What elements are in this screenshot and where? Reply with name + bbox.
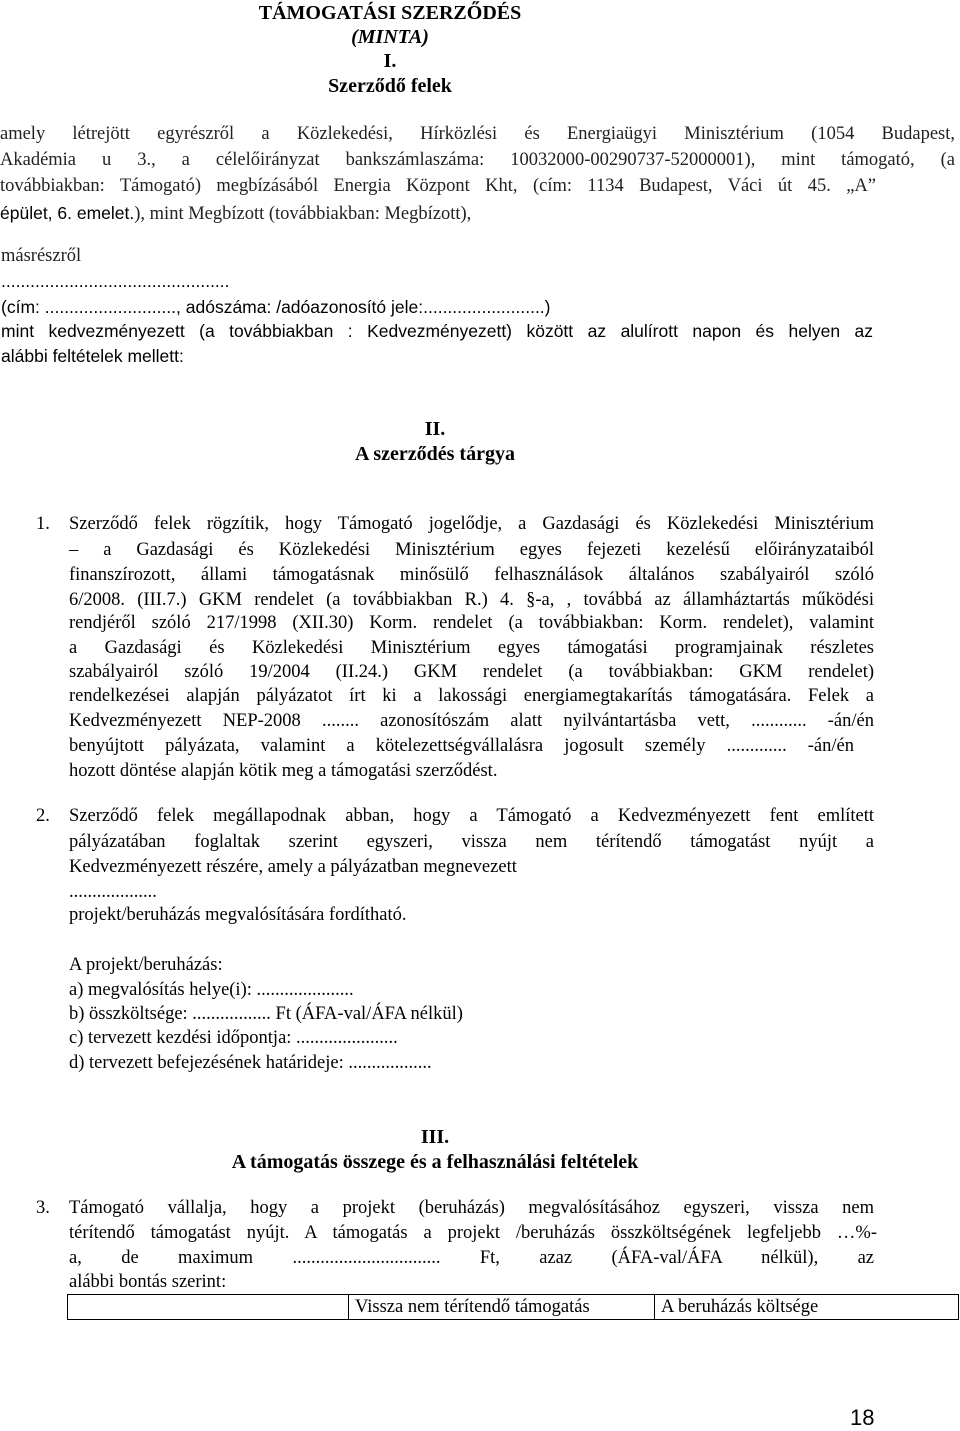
project-heading: A projekt/beruházás: (69, 955, 223, 975)
point-1-line: rendjéről szóló 217/1998 (XII.30) Korm. rendelet (a továbbiakban: Korm. rendelet), valamint (69, 613, 874, 633)
table-cell: Vissza nem térítendő támogatás (349, 1295, 655, 1320)
parties-line-4-role: ), mint Megbízott (továbbiakban: Megbízott), (134, 204, 472, 224)
table-row (68, 1295, 959, 1320)
project-item: c) tervezett kezdési időpontja: ...................... (69, 1028, 398, 1048)
section-1-heading: Szerződő felek (328, 75, 452, 97)
project-item: a) megvalósítás helye(i): ..................... (69, 980, 354, 1000)
parties-line-1: amely létrejött egyrészről a Közlekedési, Hírközlési és Energiaügyi Minisztérium (1054 Budapest, (0, 124, 955, 144)
beneficiary-line-2: alábbi feltételek mellett: (1, 346, 184, 366)
point-2-line: ................... (69, 882, 157, 902)
page-number: 18 (850, 1405, 875, 1430)
point-1-line: Kedvezményezett NEP-2008 ........ azonosítószám alatt nyilvántartásba vett, ............ -án/én (69, 711, 874, 731)
parties-line-3: továbbiakban: Támogató) megbízásából Energia Központ Kht, (cím: 1134 Budapest, Váci út 45. „A” (0, 176, 876, 196)
point-1-line: szabályairól szóló 19/2004 (II.24.) GKM rendelet (a továbbiakban: GKM rendelet) (69, 662, 874, 682)
point-3-line: térítendő támogatást nyújt. A támogatás a projekt /beruházás összköltségének legfeljebb …%- (69, 1223, 877, 1243)
beneficiary-line-1: mint kedvezményezett (a továbbiakban : Kedvezményezett) között az alulírott napon és helyen az (1, 321, 873, 341)
point-2-line: projekt/beruházás megvalósítására fordítható. (69, 905, 407, 925)
table-cell (68, 1295, 349, 1320)
point-3-number: 3. (36, 1198, 50, 1218)
point-1-line: a Gazdasági és Közlekedési Minisztérium egyes támogatási programjainak részletes (69, 638, 874, 658)
table-cell: A beruházás költsége (655, 1295, 959, 1320)
section-3-heading: A támogatás összege és a felhasználási feltételek (231, 1151, 639, 1173)
point-2-line: Szerződő felek megállapodnak abban, hogy a Támogató a Kedvezményezett fent említett (69, 806, 874, 826)
point-2-number: 2. (36, 806, 50, 826)
point-3-line: Támogató vállalja, hogy a projekt (beruházás) megvalósításához egyszeri, vissza nem (69, 1198, 874, 1218)
point-2-line: Kedvezményezett részére, amely a pályázatban megnevezett (69, 857, 517, 877)
point-2-line: pályázatában foglaltak szerint egyszeri, vissza nem térítendő támogatást nyújt a (69, 832, 874, 852)
point-1-line: Szerződő felek rögzítik, hogy Támogató jogelődje, a Gazdasági és Közlekedési Minisztérium (69, 514, 874, 534)
point-1-line: 6/2008. (III.7.) GKM rendelet (a továbbiakban R.) 4. §-a, , továbbá az államháztartás működési (69, 590, 874, 610)
section-2-number: II. (424, 418, 446, 440)
point-3-line: alábbi bontás szerint: (69, 1272, 227, 1292)
party-name-placeholder: ............................................... (1, 271, 230, 291)
masreszrol-text: másrészről (1, 246, 82, 266)
document-title: TÁMOGATÁSI SZERZŐDÉS (258, 2, 522, 24)
document-subtitle: (MINTA) (351, 26, 429, 48)
point-1-line: rendelkezései alapján pályázatot írt ki a lakossági energiamegtakarítás támogatására. Felek a (69, 686, 874, 706)
section-1-number: I. (383, 50, 397, 72)
budget-table (67, 1294, 959, 1320)
parties-line-2: Akadémia u 3., a célelőirányzat bankszámlaszáma: 10032000-00290737-52000001), mint támogató, (a (0, 150, 955, 170)
party-address-line: (cím: ..........................., adószáma: /adóazonosító jele:.........................) (1, 297, 551, 317)
point-1-line: – a Gazdasági és Közlekedési Minisztérium egyes fejezeti kezelésű előirányzataiból (69, 540, 874, 560)
point-3-line: a, de maximum ................................ Ft, azaz (ÁFA-val/ÁFA nélkül), az (69, 1248, 874, 1268)
point-1-number: 1. (36, 514, 50, 534)
point-1-line: benyújtott pályázata, valamint a kötelezettségvállalásra jogosult személy ............. -án/én (69, 736, 854, 756)
point-1-line: finanszírozott, állami támogatásnak minősülő felhasználások általános szabályairól szóló (69, 565, 874, 585)
section-3-number: III. (420, 1126, 450, 1148)
parties-line-4-address: épület, 6. emelet. (0, 203, 135, 223)
project-item: d) tervezett befejezésének határideje: .................. (69, 1053, 432, 1073)
point-1-line: hozott döntése alapján kötik meg a támogatási szerződést. (69, 761, 498, 781)
project-item: b) összköltsége: ................. Ft (ÁFA-val/ÁFA nélkül) (69, 1004, 463, 1024)
section-2-heading: A szerződés tárgya (355, 443, 515, 465)
parties-line-4 (0, 203, 471, 225)
